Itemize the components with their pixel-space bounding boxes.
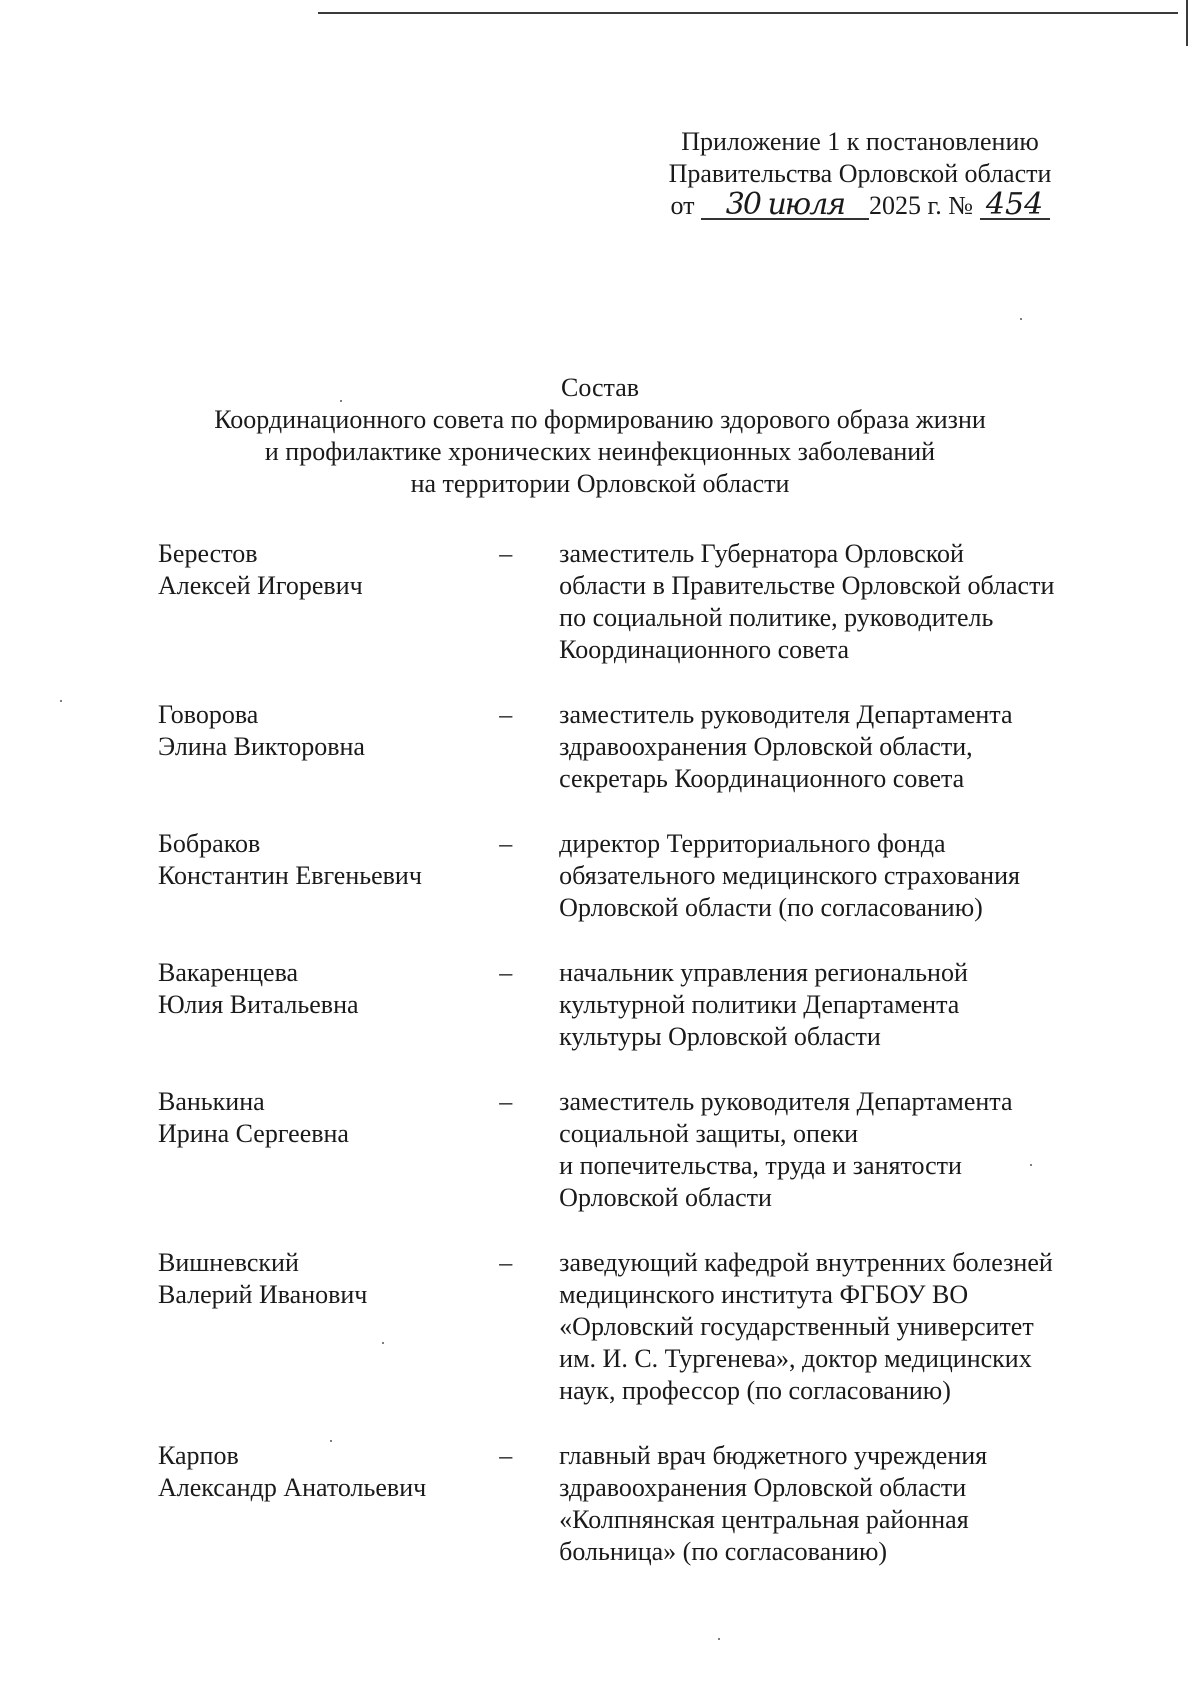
position-line: начальник управления региональной xyxy=(559,958,968,987)
member-given-name: Юлия Витальевна xyxy=(158,990,359,1019)
document-title xyxy=(100,372,1100,500)
position-line: Орловской области (по согласованию) xyxy=(559,893,983,922)
position-line: больница» (по согласованию) xyxy=(559,1537,888,1566)
member-surname: Бобраков xyxy=(158,829,261,858)
position-line: культурной политики Департамента xyxy=(559,990,960,1019)
scan-border-right xyxy=(1186,0,1188,46)
member-name xyxy=(158,1086,497,1214)
scan-border-top xyxy=(318,12,1178,14)
member-position xyxy=(559,538,1118,666)
scan-speck xyxy=(1020,318,1022,320)
position-line: заместитель Губернатора Орловской xyxy=(559,539,964,568)
member-surname: Берестов xyxy=(158,539,258,568)
member-dash: – xyxy=(499,539,513,568)
member-surname: Карпов xyxy=(158,1441,239,1470)
member-name xyxy=(158,957,497,1053)
member-row xyxy=(158,1247,1118,1407)
position-line: «Орловский государственный университет xyxy=(559,1312,1034,1341)
scan-speck xyxy=(60,700,62,702)
position-line: им. И. С. Тургенева», доктор медицинских xyxy=(559,1344,1032,1373)
member-row xyxy=(158,957,1118,1053)
position-line: главный врач бюджетного учреждения xyxy=(559,1441,988,1470)
member-given-name: Элина Викторовна xyxy=(158,732,365,761)
member-given-name: Ирина Сергеевна xyxy=(158,1119,349,1148)
appendix-date-line xyxy=(600,187,1120,222)
position-line: и попечительства, труда и занятости xyxy=(559,1151,962,1180)
member-name xyxy=(158,1440,497,1568)
handwritten-number: 454 xyxy=(980,192,1050,220)
member-position xyxy=(559,1440,1118,1568)
member-position xyxy=(559,1086,1118,1214)
member-position xyxy=(559,1247,1118,1407)
position-line: по социальной политике, руководитель xyxy=(559,603,994,632)
position-line: директор Территориального фонда xyxy=(559,829,946,858)
member-row xyxy=(158,699,1118,795)
position-line: «Колпнянская центральная районная xyxy=(559,1505,969,1534)
member-dash: – xyxy=(499,1087,513,1116)
member-position xyxy=(559,699,1118,795)
position-line: Орловской области xyxy=(559,1183,772,1212)
member-name xyxy=(158,699,497,795)
member-name xyxy=(158,1247,497,1407)
appendix-line-1: Приложение 1 к постановлению xyxy=(681,127,1039,156)
member-name xyxy=(158,828,497,924)
member-position xyxy=(559,828,1118,924)
member-row xyxy=(158,828,1118,924)
member-dash: – xyxy=(499,1248,513,1277)
member-given-name: Константин Евгеньевич xyxy=(158,861,422,890)
position-line: Координационного совета xyxy=(559,635,850,664)
position-line: здравоохранения Орловской области xyxy=(559,1473,967,1502)
position-line: культуры Орловской области xyxy=(559,1022,881,1051)
member-surname: Ванькина xyxy=(158,1087,265,1116)
scan-speck xyxy=(382,1342,384,1344)
member-surname: Вакаренцева xyxy=(158,958,299,987)
position-line: заведующий кафедрой внутренних болезней xyxy=(559,1248,1053,1277)
title-line-4: на территории Орловской области xyxy=(410,469,790,498)
title-line-1: Состав xyxy=(560,373,640,402)
position-line: секретарь Координационного совета xyxy=(559,764,965,793)
title-line-3: и профилактике хронических неинфекционных заболеваний xyxy=(264,437,936,466)
position-line: заместитель руководителя Департамента xyxy=(559,700,1013,729)
scan-speck xyxy=(718,1638,720,1640)
member-position xyxy=(559,957,1118,1053)
position-line: наук, профессор (по согласованию) xyxy=(559,1376,951,1405)
date-suffix: 2025 г. № xyxy=(868,191,974,220)
member-given-name: Александр Анатольевич xyxy=(158,1473,427,1502)
member-surname: Вишневский xyxy=(158,1248,299,1277)
members-list xyxy=(158,538,1118,1568)
position-line: области в Правительстве Орловской области xyxy=(559,571,1055,600)
member-given-name: Алексей Игоревич xyxy=(158,571,363,600)
member-dash: – xyxy=(499,829,513,858)
scan-speck xyxy=(330,1440,332,1442)
appendix-line-2: Правительства Орловской области xyxy=(668,159,1052,188)
position-line: обязательного медицинского страхования xyxy=(559,861,1020,890)
position-line: социальной защиты, опеки xyxy=(559,1119,859,1148)
scan-speck xyxy=(340,400,342,402)
member-dash: – xyxy=(499,1441,513,1470)
position-line: заместитель руководителя Департамента xyxy=(559,1087,1013,1116)
member-dash: – xyxy=(499,700,513,729)
member-name xyxy=(158,538,497,666)
member-row xyxy=(158,1086,1118,1214)
appendix-header xyxy=(600,126,1120,222)
member-row xyxy=(158,538,1118,666)
scan-speck xyxy=(1030,1164,1032,1166)
handwritten-date: 30 июля xyxy=(701,192,869,220)
member-surname: Говорова xyxy=(158,700,259,729)
date-prefix: от xyxy=(670,191,695,220)
position-line: медицинского института ФГБОУ ВО xyxy=(559,1280,969,1309)
member-row xyxy=(158,1440,1118,1568)
position-line: здравоохранения Орловской области, xyxy=(559,732,973,761)
title-line-2: Координационного совета по формированию здорового образа жизни xyxy=(214,405,986,434)
member-given-name: Валерий Иванович xyxy=(158,1280,368,1309)
member-dash: – xyxy=(499,958,513,987)
